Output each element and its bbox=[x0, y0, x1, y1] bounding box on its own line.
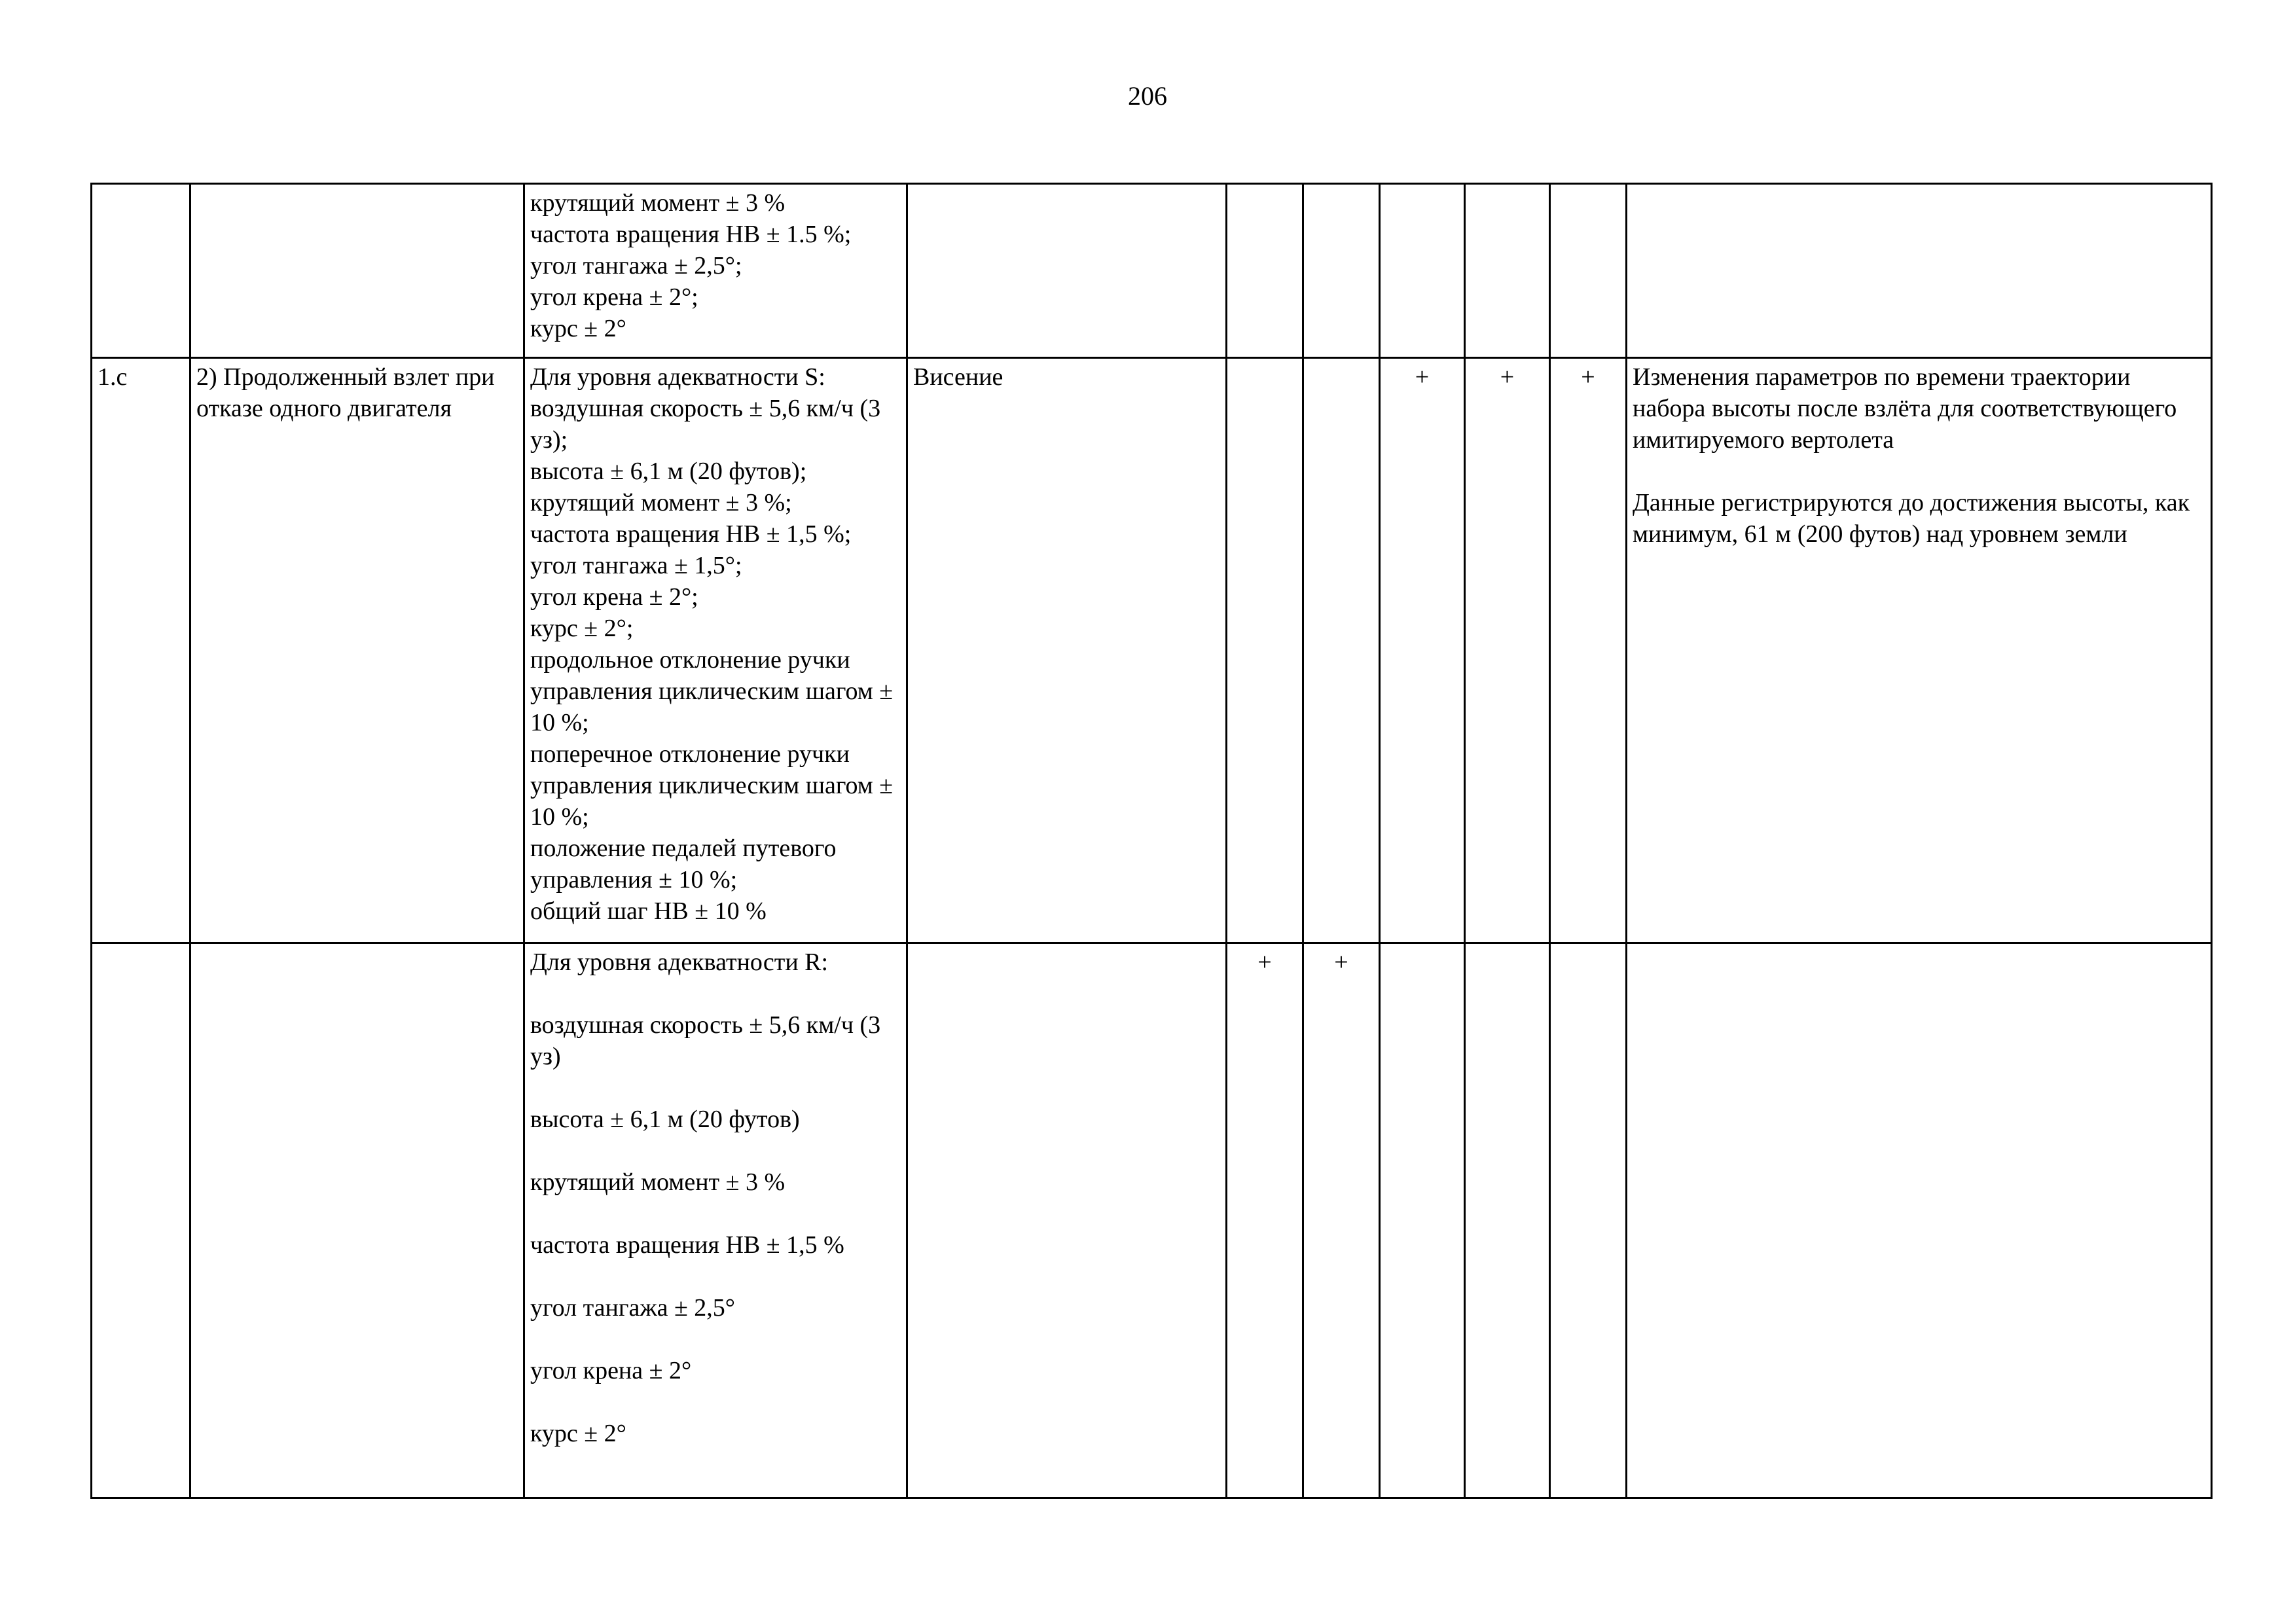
notes-cell bbox=[1627, 184, 2212, 358]
tolerance-line: курс ± 2° bbox=[530, 1420, 626, 1447]
tolerance-line: общий шаг НВ ± 10 % bbox=[530, 897, 767, 925]
tolerances-cell bbox=[524, 943, 907, 1498]
tolerance-line: частота вращения НВ ± 1,5 % bbox=[530, 1231, 844, 1259]
level-mark-cell: + bbox=[1465, 358, 1550, 943]
requirements-table bbox=[90, 183, 2213, 1499]
tolerance-line: продольное отклонение ручки управления циклическим шагом ± 10 %; bbox=[530, 646, 894, 736]
level-mark-cell bbox=[1465, 184, 1550, 358]
level-mark-cell bbox=[1303, 358, 1380, 943]
tolerance-line: угол крена ± 2°; bbox=[530, 283, 698, 311]
note-paragraph: Данные регистрируются до достижения высоты, как минимум, 61 м (200 футов) над уровнем земли bbox=[1633, 489, 2190, 548]
tolerance-line: угол тангажа ± 2,5°; bbox=[530, 252, 742, 280]
level-mark-cell bbox=[1550, 943, 1627, 1498]
level-mark-cell bbox=[1550, 184, 1627, 358]
test-name-cell bbox=[190, 184, 524, 358]
tolerances-cell bbox=[524, 184, 907, 358]
test-name-cell bbox=[190, 943, 524, 1498]
tolerance-line: высота ± 6,1 м (20 футов); bbox=[530, 458, 807, 485]
level-mark-cell bbox=[1465, 943, 1550, 1498]
tolerance-line: курс ± 2° bbox=[530, 315, 626, 342]
level-mark-cell: + bbox=[1227, 943, 1303, 1498]
flight-condition-cell: Висение bbox=[907, 358, 1227, 943]
tolerances-cell bbox=[524, 358, 907, 943]
level-mark-cell: + bbox=[1550, 358, 1627, 943]
row-number-cell bbox=[92, 184, 190, 358]
tolerance-line: угол крена ± 2° bbox=[530, 1357, 692, 1384]
table-row bbox=[92, 184, 2212, 358]
note-paragraph: Изменения параметров по времени траектории набора высоты после взлёта для соответствующего имитируемого вертолета bbox=[1633, 363, 2177, 454]
tolerance-line: воздушная скорость ± 5,6 км/ч (3 уз); bbox=[530, 395, 881, 454]
tolerance-line: воздушная скорость ± 5,6 км/ч (3 уз) bbox=[530, 1011, 881, 1070]
tolerance-level-heading: Для уровня адекватности R: bbox=[530, 948, 829, 976]
flight-condition-cell bbox=[907, 184, 1227, 358]
level-mark-cell bbox=[1303, 184, 1380, 358]
tolerance-line: угол тангажа ± 1,5°; bbox=[530, 552, 742, 579]
table-row bbox=[92, 943, 2212, 1498]
tolerance-line: поперечное отклонение ручки управления циклическим шагом ± 10 %; bbox=[530, 740, 894, 831]
tolerance-line: высота ± 6,1 м (20 футов) bbox=[530, 1106, 800, 1133]
row-number-cell: 1.c bbox=[92, 358, 190, 943]
tolerance-line: угол тангажа ± 2,5° bbox=[530, 1294, 735, 1322]
tolerance-line: крутящий момент ± 3 %; bbox=[530, 489, 792, 516]
level-mark-cell: + bbox=[1380, 358, 1465, 943]
tolerance-line: частота вращения НВ ± 1,5 %; bbox=[530, 520, 852, 548]
level-mark-cell bbox=[1380, 943, 1465, 1498]
test-name-text: 2) Продолженный взлет при отказе одного двигателя bbox=[196, 363, 495, 422]
tolerance-line: частота вращения НВ ± 1.5 %; bbox=[530, 221, 852, 248]
page-number: 206 bbox=[1128, 81, 1167, 111]
tolerance-line: положение педалей путевого управления ± 10 %; bbox=[530, 835, 837, 893]
tolerance-level-heading: Для уровня адекватности S: bbox=[530, 363, 825, 391]
tolerance-line: угол крена ± 2°; bbox=[530, 583, 698, 611]
notes-cell bbox=[1627, 358, 2212, 943]
level-mark-cell bbox=[1380, 184, 1465, 358]
tolerance-line: крутящий момент ± 3 % bbox=[530, 189, 786, 217]
test-name-cell bbox=[190, 358, 524, 943]
paragraph-gap bbox=[1633, 456, 2205, 487]
tolerance-line: курс ± 2°; bbox=[530, 615, 634, 642]
table-row bbox=[92, 358, 2212, 943]
level-mark-cell: + bbox=[1303, 943, 1380, 1498]
level-mark-cell bbox=[1227, 358, 1303, 943]
level-mark-cell bbox=[1227, 184, 1303, 358]
notes-cell bbox=[1627, 943, 2212, 1498]
flight-condition-cell bbox=[907, 943, 1227, 1498]
tolerance-line: крутящий момент ± 3 % bbox=[530, 1168, 786, 1196]
row-number-cell bbox=[92, 943, 190, 1498]
